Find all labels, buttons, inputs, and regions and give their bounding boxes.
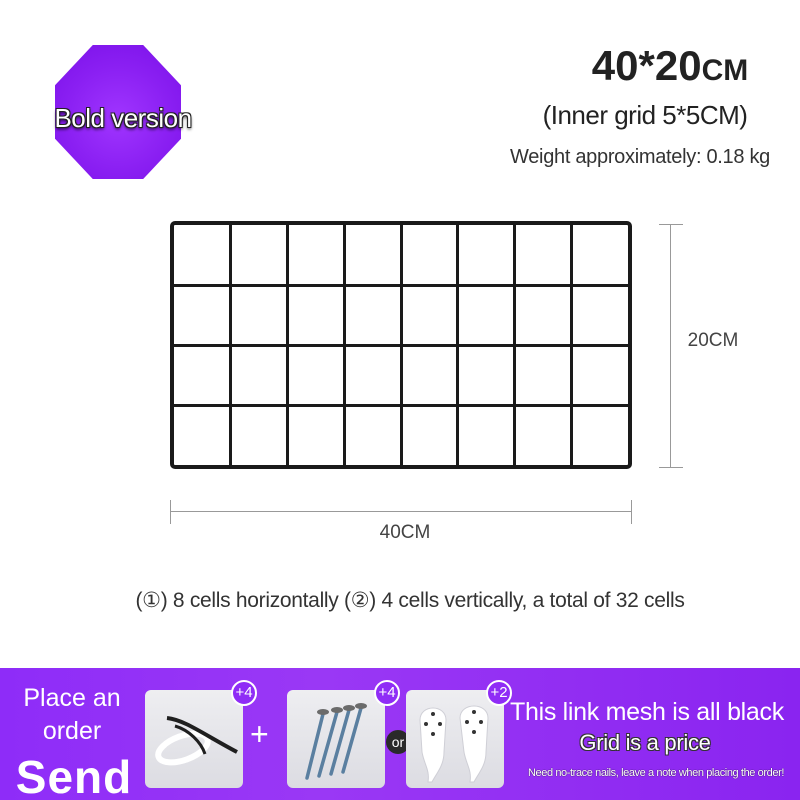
grid-panel-image bbox=[170, 221, 632, 469]
inner-grid-size: (Inner grid 5*5CM) bbox=[542, 100, 748, 130]
height-label: 20CM bbox=[687, 330, 739, 351]
nails-image bbox=[287, 690, 385, 788]
height-dimension-cap-bottom bbox=[659, 467, 683, 468]
gift-banner bbox=[0, 668, 800, 800]
width-dimension-cap-right bbox=[631, 500, 632, 524]
no-trace-nails-footnote: Need no-trace nails, leave a note when placing the order! bbox=[527, 767, 785, 779]
height-dimension-line bbox=[670, 224, 671, 468]
size-unit: CM bbox=[701, 54, 749, 87]
badge-label: Bold version bbox=[54, 103, 192, 133]
cable-tie-icon bbox=[145, 690, 243, 788]
size-title bbox=[560, 42, 780, 90]
place-order-line1: Place an bbox=[23, 684, 121, 712]
cable-ties-count: +4 bbox=[231, 680, 257, 706]
place-order-text bbox=[8, 682, 136, 748]
nail-icon bbox=[287, 690, 385, 788]
wall-hooks-count: +2 bbox=[486, 680, 512, 706]
width-label: 40CM bbox=[379, 522, 431, 543]
cable-ties-image bbox=[145, 690, 243, 788]
grid-row-line bbox=[174, 404, 628, 407]
or-badge: or bbox=[386, 730, 410, 754]
price-note: Grid is a price bbox=[579, 730, 711, 755]
wall-hook-icon bbox=[406, 690, 504, 788]
width-dimension-line bbox=[170, 511, 632, 512]
send-text: Send bbox=[15, 751, 133, 800]
place-order-line2: order bbox=[42, 717, 102, 745]
grid-row-line bbox=[174, 344, 628, 347]
grid-row-line bbox=[174, 284, 628, 287]
cells-count-note: (①) 8 cells horizontally (②) 4 cells vertically, a total of 32 cells bbox=[135, 589, 685, 612]
plus-sign: + bbox=[250, 716, 269, 752]
nails-count: +4 bbox=[374, 680, 400, 706]
width-dimension-cap-left bbox=[170, 500, 171, 524]
wall-hooks-image bbox=[406, 690, 504, 788]
size-main: 40*20 bbox=[591, 42, 702, 89]
all-black-message: This link mesh is all black bbox=[510, 698, 784, 726]
weight-label: Weight approximately: 0.18 kg bbox=[510, 146, 770, 168]
height-dimension-cap-top bbox=[659, 224, 683, 225]
